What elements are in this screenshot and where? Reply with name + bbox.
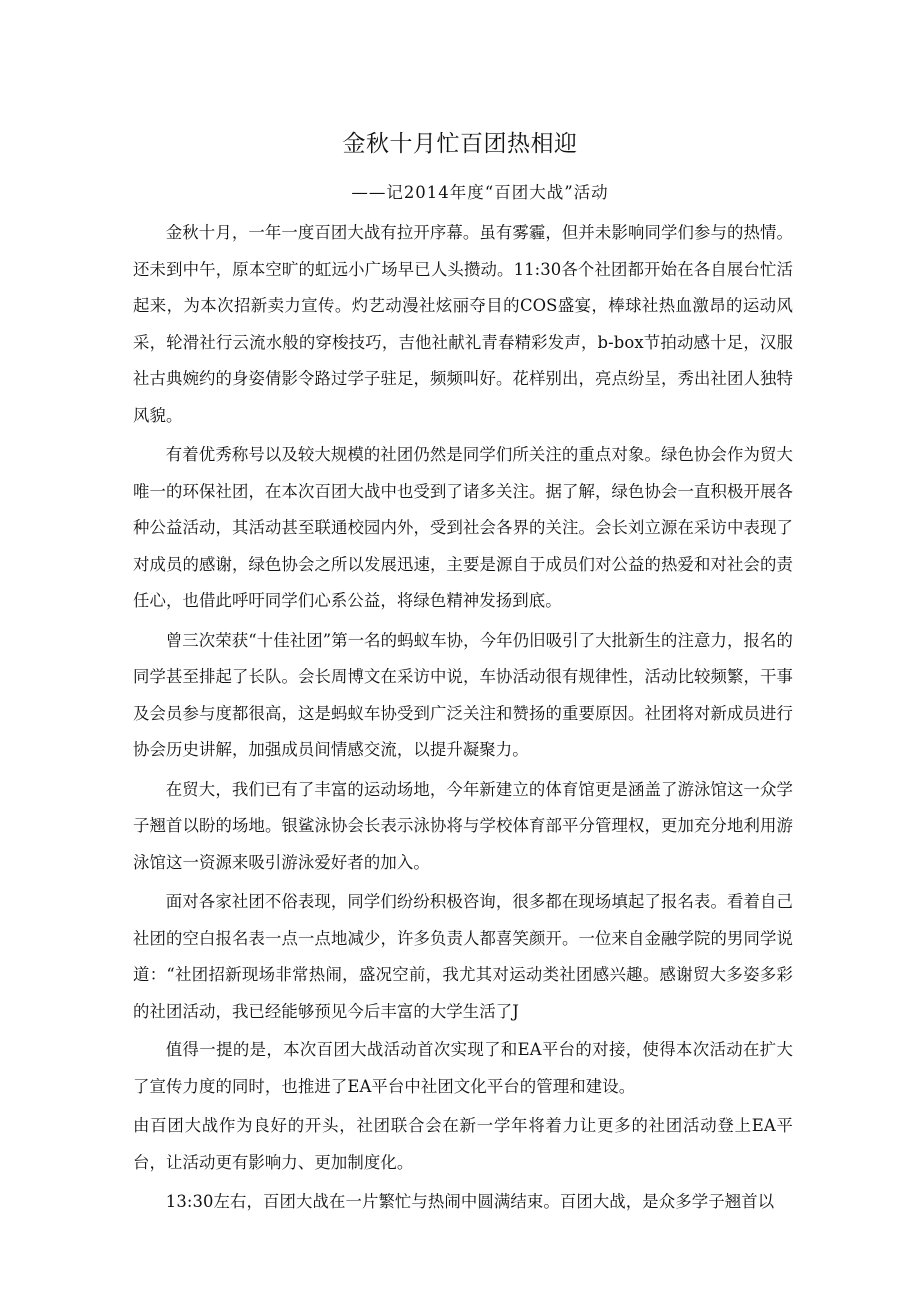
page-subtitle: ——记2014年度“百团大战”活动 bbox=[351, 183, 609, 202]
paragraph-7: 由百团大战作为良好的开头，社团联合会在新一学年将着力让更多的社团活动登上EA平台，让活动更有影响力、更加制度化。 bbox=[133, 1116, 793, 1172]
paragraph-6: 值得一提的是，本次百团大战活动首次实现了和EA平台的对接，使得本次活动在扩大了宣传力度的同时，也推进了EA平台中社团文化平台的管理和建设。 bbox=[133, 1040, 793, 1096]
paragraph-4: 在贸大，我们已有了丰富的运动场地，今年新建立的体育馆更是涵盖了游泳馆这一众学子翘首以盼的场地。银鲨泳协会长表示泳协将与学校体育部平分管理权，更加充分地利用游泳馆这一资源来吸引游泳爱好者的加入。 bbox=[133, 779, 793, 872]
paragraph-8: 13:30左右，百团大战在一片繁忙与热闹中圆满结束。百团大战，是众多学子翘首以 bbox=[165, 1192, 775, 1211]
paragraph-2: 有着优秀称号以及较大规模的社团仍然是同学们所关注的重点对象。绿色协会作为贸大唯一的环保社团，在本次百团大战中也受到了诸多关注。据了解，绿色协会一直积极开展各种公益活动，其活动甚至联通校园内外，受到社会各界的关注。会长刘立源在采访中表现了对成员的感谢，绿色协会之所以发展迅速，主要是源自于成员们对公益的热爱和对社会的责任心，也借此呼吁同学们心系公益，将绿色精神发扬到底。 bbox=[133, 445, 793, 610]
paragraph-5: 面对各家社团不俗表现，同学们纷纷积极咨询，很多都在现场填起了报名表。看着自己社团的空白报名表一点一点地减少，许多负责人都喜笑颜开。一位来自金融学院的男同学说道：“社团招新现场非常热闹，盛况空前，我尤其对运动类社团感兴趣。感谢贸大多姿多彩的社团活动，我已经能够预见今后丰富的大学生活了J bbox=[133, 892, 793, 1021]
paragraph-3: 曾三次荣获“十佳社团”第一名的蚂蚁车协，今年仍旧吸引了大批新生的注意力，报名的同学甚至排起了长队。会长周博文在采访中说，车协活动很有规律性，活动比较频繁，干事及会员参与度都很高，这是蚂蚁车协受到广泛关注和赞扬的重要原因。社团将对新成员进行协会历史讲解，加强成员间情感交流，以提升凝聚力。 bbox=[133, 630, 793, 759]
article-body bbox=[133, 215, 793, 1224]
paragraph-1: 金秋十月，一年一度百团大战有拉开序幕。虽有雾霾，但并未影响同学们参与的热情。还未到中午，原本空旷的虹远小广场早已人头攒动。11:30各个社团都开始在各自展台忙活起来，为本次招新卖力宣传。灼艺动漫社炫丽夺目的COS盛宴，棒球社热血激昂的运动风采，轮滑社行云流水般的穿梭技巧，吉他社献礼青春精彩发声，b-box节拍动感十足，汉服社古典婉约的身姿倩影令路过学子驻足，频频叫好。花样别出，亮点纷呈，秀出社团人独特风貌。 bbox=[133, 223, 793, 425]
page-title: 金秋十月忙百团热相迎 bbox=[342, 131, 578, 157]
